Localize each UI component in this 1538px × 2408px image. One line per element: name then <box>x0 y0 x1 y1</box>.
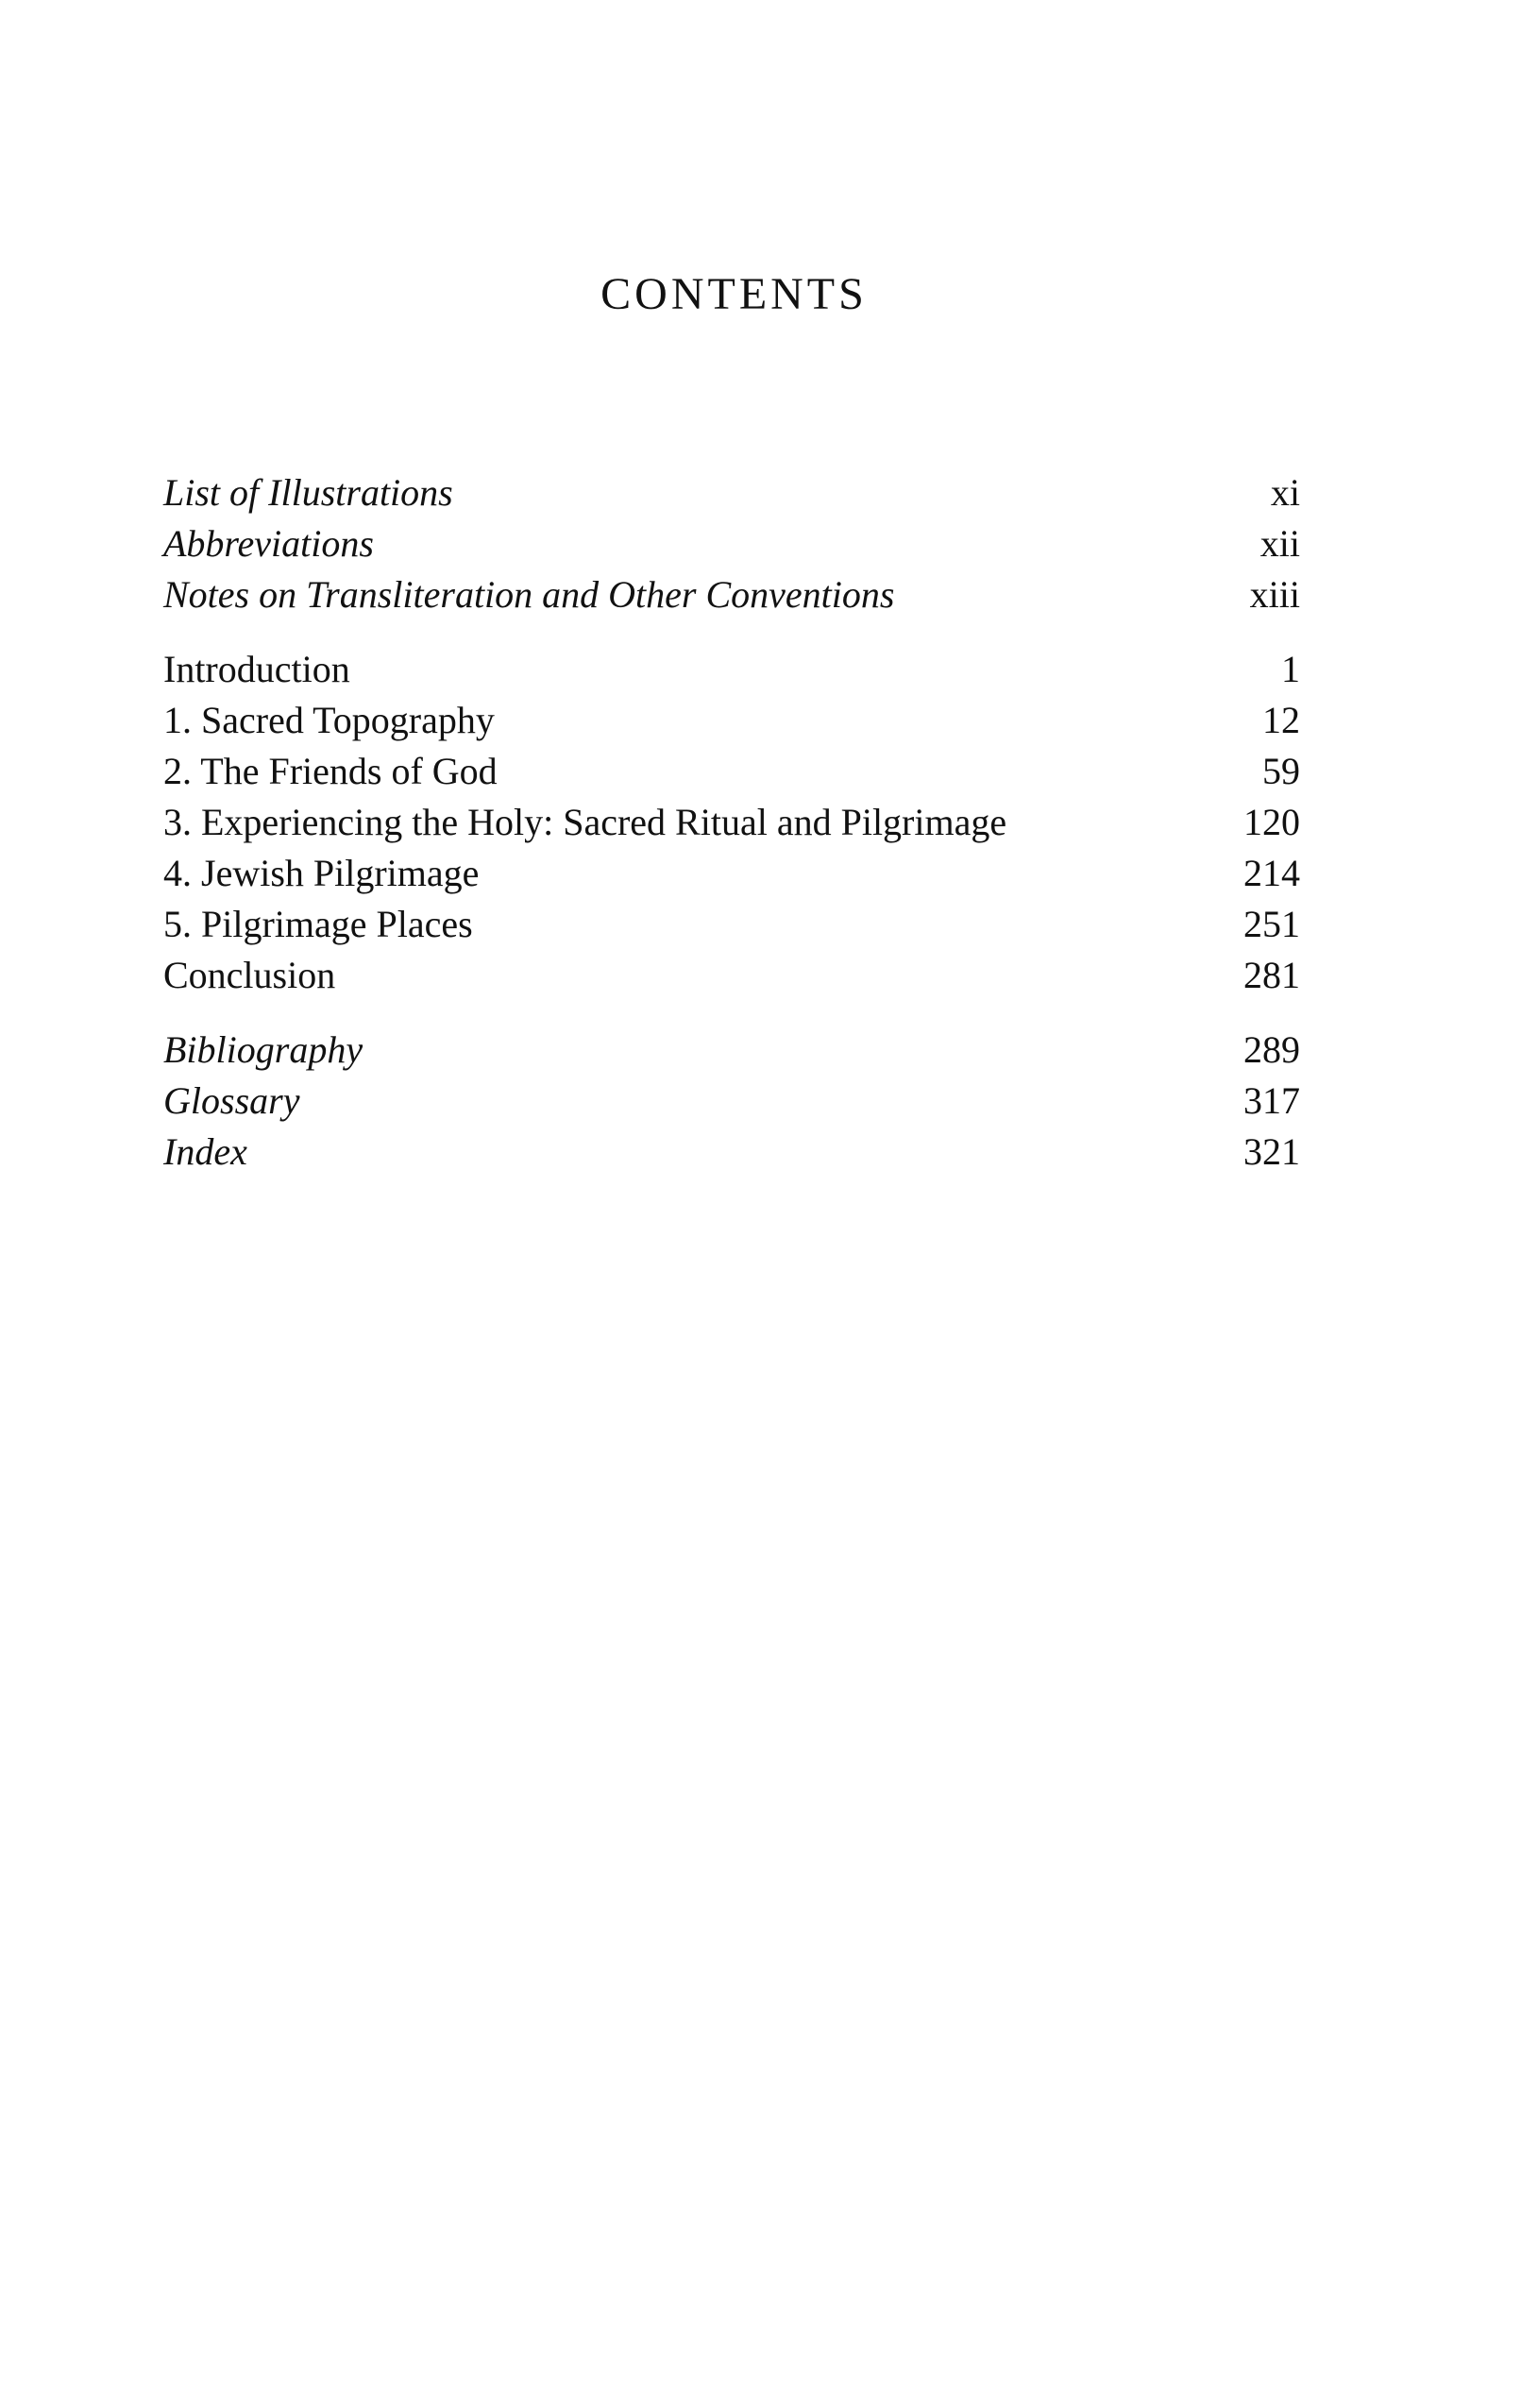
toc-entry-page: 289 <box>1243 1028 1300 1071</box>
toc-entry-title: Notes on Transliteration and Other Conventions <box>163 573 895 616</box>
chapters-list <box>163 644 1300 1001</box>
toc-entry-chapter-5[interactable] <box>163 899 1300 950</box>
toc-entry-title: 5. Pilgrimage Places <box>163 903 473 945</box>
toc-entry-introduction[interactable] <box>163 644 1300 695</box>
toc-entry-page: xii <box>1259 522 1300 565</box>
toc-entry-chapter-4[interactable] <box>163 848 1300 899</box>
toc-entry-bibliography[interactable] <box>163 1025 1300 1076</box>
toc-entry-page: 321 <box>1243 1130 1300 1173</box>
toc-entry-chapter-2[interactable] <box>163 746 1300 797</box>
toc-entry-page: 251 <box>1243 903 1300 945</box>
toc-entry-title: Conclusion <box>163 954 336 996</box>
toc-entry-title: Bibliography <box>163 1028 363 1071</box>
toc-entry-conclusion[interactable] <box>163 950 1300 1001</box>
toc-entry-index[interactable] <box>163 1127 1300 1178</box>
table-of-contents <box>163 467 1300 1201</box>
toc-entry-glossary[interactable] <box>163 1076 1300 1127</box>
toc-entry-title: 2. The Friends of God <box>163 750 498 792</box>
toc-entry-page: 281 <box>1243 954 1300 996</box>
page-title: CONTENTS <box>600 269 868 319</box>
toc-entry-page: xi <box>1270 471 1300 514</box>
toc-entry-chapter-1[interactable] <box>163 695 1300 746</box>
toc-entry-page: 214 <box>1243 852 1300 894</box>
back-matter-list <box>163 1025 1300 1178</box>
toc-entry-title: 3. Experiencing the Holy: Sacred Ritual and Pilgrimage <box>163 801 1007 843</box>
toc-entry-page: 12 <box>1262 699 1300 741</box>
toc-entry-notes-on-transliteration[interactable] <box>163 569 1300 620</box>
toc-entry-chapter-3[interactable] <box>163 797 1300 848</box>
toc-entry-title: Abbreviations <box>163 522 374 565</box>
toc-entry-page: 120 <box>1243 801 1300 843</box>
toc-entry-title: Introduction <box>163 648 350 690</box>
toc-entry-page: 317 <box>1243 1079 1300 1122</box>
toc-entry-title: Index <box>163 1130 247 1173</box>
toc-entry-title: 1. Sacred Topography <box>163 699 495 741</box>
toc-entry-page: xiii <box>1249 573 1300 616</box>
toc-entry-title: Glossary <box>163 1079 300 1122</box>
toc-entry-abbreviations[interactable] <box>163 518 1300 569</box>
toc-entry-page: 1 <box>1281 648 1300 690</box>
toc-entry-title: List of Illustrations <box>163 471 453 514</box>
front-matter-list <box>163 467 1300 620</box>
toc-entry-list-of-illustrations[interactable] <box>163 467 1300 518</box>
toc-entry-page: 59 <box>1262 750 1300 792</box>
toc-entry-title: 4. Jewish Pilgrimage <box>163 852 480 894</box>
